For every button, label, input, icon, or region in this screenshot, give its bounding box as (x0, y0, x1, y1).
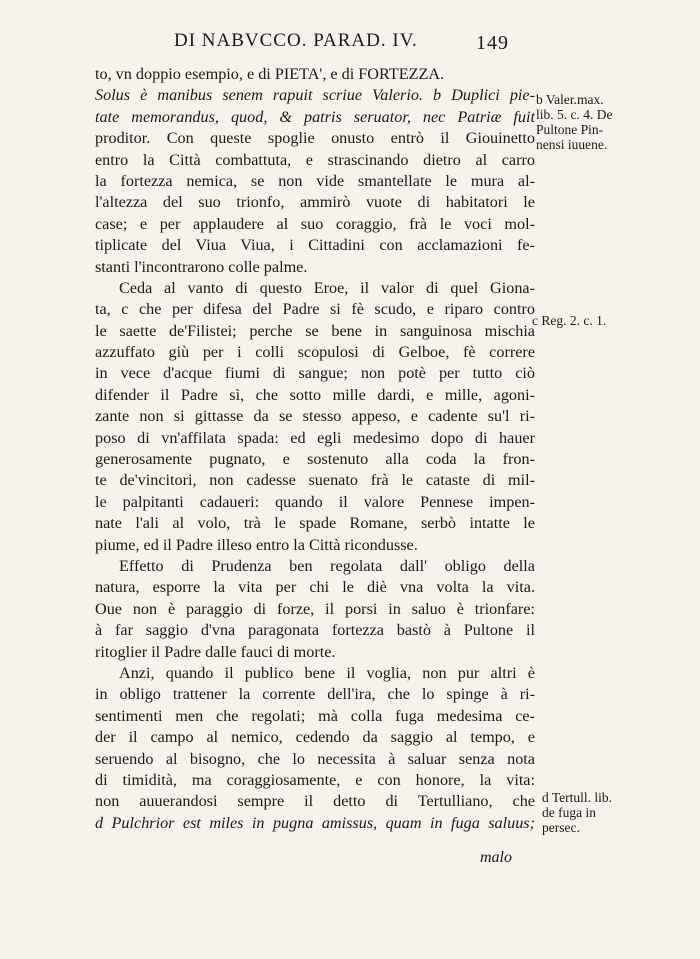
page-number: 149 (476, 32, 509, 54)
margin-note-line: c Reg. 2. c. 1. (532, 313, 607, 328)
text-line: l'altezza del suo trionfo, ammirò vuote di habitatori le (95, 193, 535, 212)
text-line: le palpitanti cadaueri: quando il valore Pennese impen- (95, 492, 535, 511)
text-line: zante non si gittasse da se stesso appeso, e cadente su'l ri- (95, 407, 535, 426)
text-line: natura, esporre la vita per chi le diè vna volta la vita. (95, 578, 535, 597)
margin-note-line: de fuga in (542, 805, 596, 820)
margin-note-line: Pultone Pin- (536, 122, 604, 137)
text-line: ritoglier il Padre dalle fauci di morte. (95, 642, 336, 661)
margin-note-kings (532, 313, 606, 328)
text-line: poso di vn'affilata spada: ed egli medesimo dopo di hauer (95, 428, 535, 447)
text-line: le saette de'Filistei; perche se bene in sanguinosa mischia (95, 321, 535, 340)
text-line: la fortezza nemica, se non vide smantellate le mura al- (95, 171, 535, 190)
text-line: Ceda al vanto di questo Eroe, il valor di quel Giona- (119, 278, 535, 297)
text-line: non auuerandosi sempre il detto di Tertulliano, che (95, 792, 535, 811)
text-line: tate memorandus, quod, & patris seruator, nec Patriæ fuit (95, 107, 535, 126)
text-line: ta, c che per difesa del Padre si fè scudo, e riparo contro (95, 300, 535, 319)
text-line: piume, ed il Padre illeso entro la Città ricondusse. (95, 535, 418, 554)
text-line: azzuffato giù per i colli scopulosi di Gelboe, fè correre (95, 343, 535, 362)
text-line: sentimenti men che regolati; mà colla fuga medesima ce- (95, 706, 535, 725)
text-line: nate l'ali al volo, trà le spade Romane, serbò intatte le (95, 514, 535, 533)
text-line: case; e per applaudere al suo coraggio, frà le voci mol- (95, 214, 535, 233)
text-line: di timidità, ma coraggiosamente, e con honore, la vita: (95, 770, 535, 789)
text-line: entro la Città combattuta, e strascinando dietro al carro (95, 150, 535, 169)
margin-note-valerius (536, 92, 613, 152)
margin-note-line: persec. (542, 820, 580, 835)
text-line: der il campo al nemico, cedendo da saggio al tempo, e (95, 728, 535, 747)
text-line: Solus è manibus senem rapuit scriue Valerio. b Duplici pie- (95, 86, 535, 105)
text-line: generosamente pugnato, e sostenuto alla coda la fron- (95, 450, 535, 469)
text-line: to, vn doppio esempio, e di PIETA', e di FORTEZZA. (95, 65, 445, 83)
margin-note-line: d Tertull. lib. (542, 790, 613, 805)
running-title: DI NABVCCO. PARAD. IV. (174, 30, 418, 51)
text-line: in obligo trattener la corrente dell'ira, che lo spinge à ri- (95, 685, 535, 704)
text-line: à far saggio d'vna paragonata fortezza bastò à Pultone il (95, 621, 535, 640)
margin-note-line: nensi iuuene. (536, 137, 608, 152)
text-line: difender il Padre sì, che sotto mille dardi, e mille, agoni- (95, 385, 535, 404)
margin-note-line: b Valer.max. (536, 92, 604, 107)
text-line: Effetto di Prudenza ben regolata dall' obligo della (119, 556, 535, 575)
text-line: stanti l'incontrarono colle palme. (95, 257, 308, 276)
text-line: seruendo al bisogno, che lo necessita à saluar senza nota (95, 749, 535, 768)
text-line: d Pulchrior est miles in pugna amissus, quam in fuga saluus; (95, 813, 535, 832)
catchword: malo (480, 849, 512, 866)
text-line: Anzi, quando il publico bene il voglia, non pur altri è (119, 663, 535, 682)
text-line: te de'vincitori, non cadesse suenato frà le cataste di mil- (95, 471, 535, 490)
body-text (95, 64, 535, 834)
text-line: Oue non è paraggio di forze, il porsi in saluo è trionfare: (95, 599, 535, 618)
text-line: proditor. Con queste spoglie onusto entrò il Giouinetto (95, 129, 535, 148)
text-line: tiplicate del Viua Viua, i Cittadini con acclamazioni fe- (95, 236, 535, 255)
margin-note-line: lib. 5. c. 4. De (536, 107, 613, 122)
margin-note-tertullian (542, 790, 612, 835)
text-line: in vece d'acque fiumi di sangue; non potè per tutto ciò (95, 364, 535, 383)
